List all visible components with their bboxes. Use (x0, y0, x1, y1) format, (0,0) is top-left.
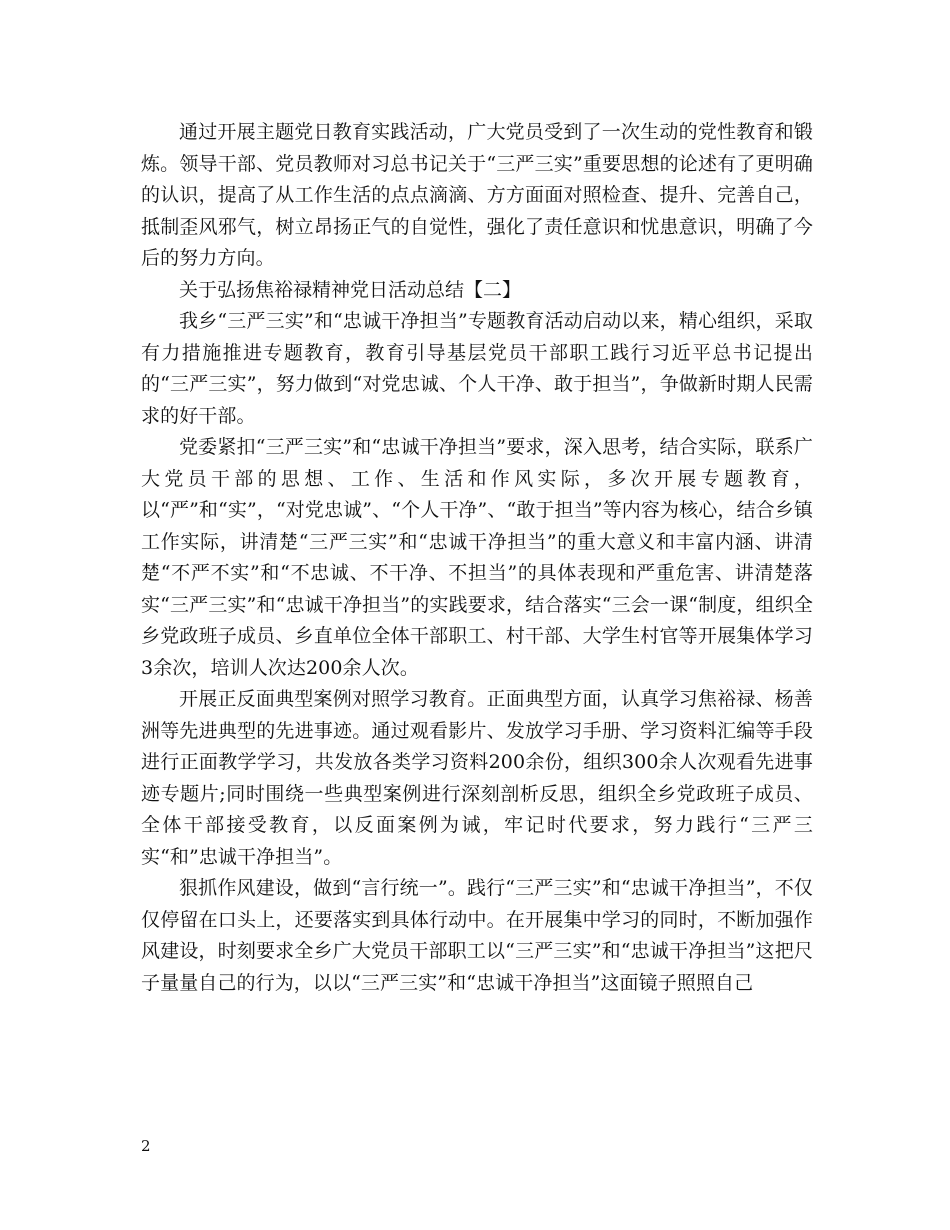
paragraph-work-style: 狠抓作风建设，做到“言行统一”。践行“三严三实”和“忠诚干净担当”，不仅仅停留在口头上，还要落实到具体行动中。在开展集中学习的同时，不断加强作风建设，时刻要求全乡广大党员干部职工以“三严三实”和“忠诚干净担当”这把尺子量量自己的行为，以以“三严三实”和“忠诚干净担当”这面镜子照照自己 (141, 877, 813, 994)
paragraph-party-committee: 党委紧扣“三严三实”和“忠诚干净担当”要求，深入思考，结合实际，联系广大党员干部的思想、工作、生活和作风实际，多次开展专题教育，以“严”和“实”，“对党忠诚”、“个人干净”、“敢于担当”等内容为核心，结合乡镇工作实际，讲清楚“三严三实”和“忠诚干净担当”的重大意义和丰富内涵、讲清楚“不严不实”和“不忠诚、不干净、不担当”的具体表现和严重危害、讲清楚落实“三严三实”和“忠诚干净担当”的实践要求，结合落实“三会一课“制度，组织全乡党政班子成员、乡直单位全体干部职工、村干部、大学生村官等开展集体学习3余次，培训人次达200余人次。 (141, 436, 813, 679)
document-body (141, 117, 813, 999)
page-number: 2 (141, 1137, 151, 1155)
paragraph-intro: 我乡“三严三实”和“忠诚干净担当”专题教育活动启动以来，精心组织，采取有力措施推进专题教育，教育引导基层党员干部职工践行习近平总书记提出的“三严三实”，努力做到“对党忠诚、个人干净、敢于担当”，争做新时期人民需求的好干部。 (141, 310, 813, 427)
section-heading: 关于弘扬焦裕禄精神党日活动总结【二】 (179, 278, 522, 301)
paragraph-case-study: 开展正反面典型案例对照学习教育。正面典型方面，认真学习焦裕禄、杨善洲等先进典型的先进事迹。通过观看影片、发放学习手册、学习资料汇编等手段进行正面教学学习，共发放各类学习资料200余份，组织300余人次观看先进事迹专题片;同时围绕一些典型案例进行深刻剖析反思，组织全乡党政班子成员、全体干部接受教育，以反面案例为诫，牢记时代要求，努力践行“三严三实“和”忠诚干净担当”。 (141, 688, 813, 868)
paragraph-summary: 通过开展主题党日教育实践活动，广大党员受到了一次生动的党性教育和锻炼。领导干部、党员教师对习总书记关于“三严三实”重要思想的论述有了更明确的认识，提高了从工作生活的点点滴滴、方方面面对照检查、提升、完善自己，抵制歪风邪气，树立昂扬正气的自觉性，强化了责任意识和忧患意识，明确了今后的努力方向。 (141, 121, 813, 269)
